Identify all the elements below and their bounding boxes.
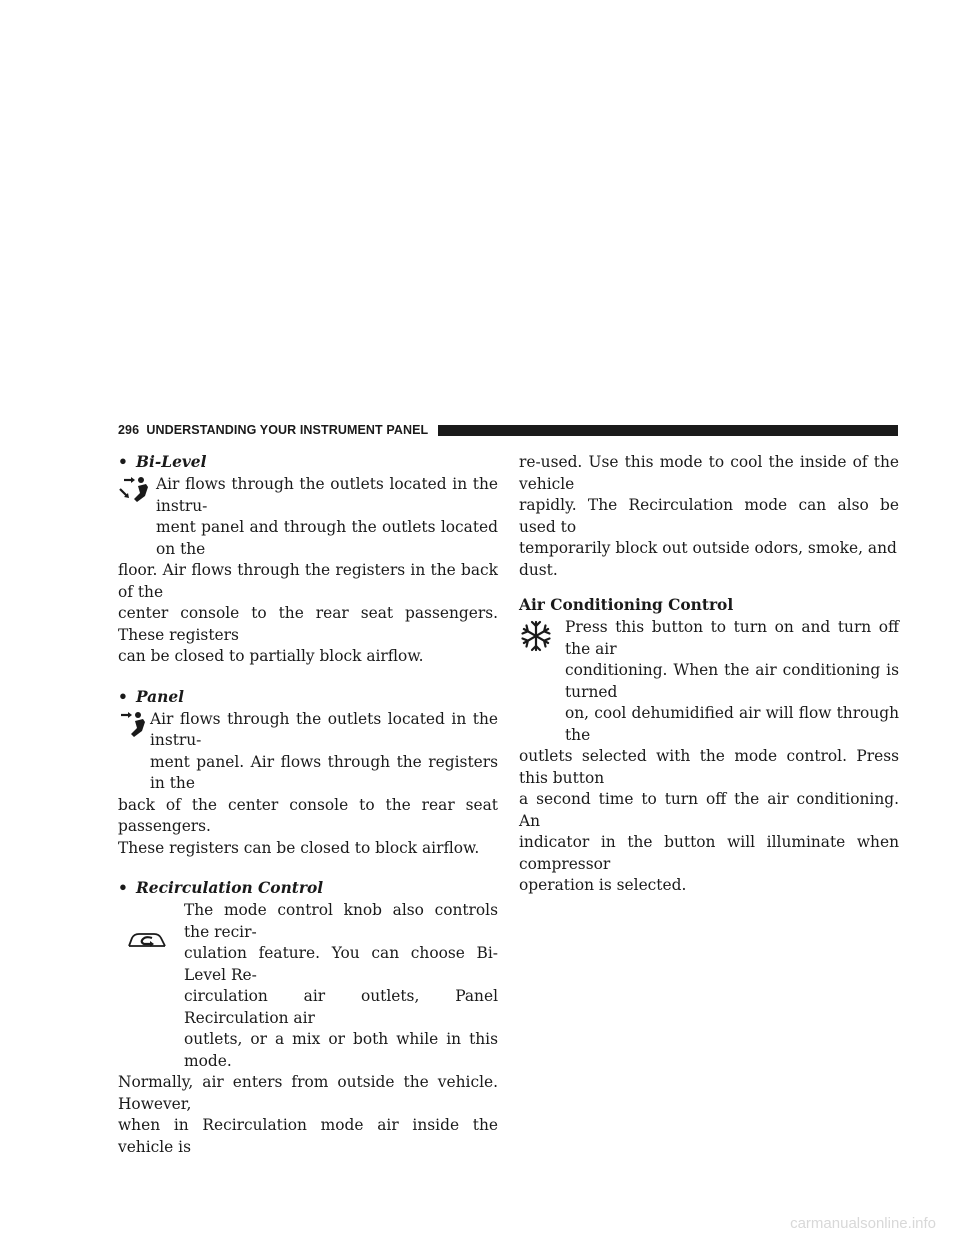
- page-header: [118, 424, 898, 438]
- panel-line-3: back of the center console to the rear seat passengers.: [118, 795, 498, 835]
- ac-indented-line-3: on, cool dehumidified air will flow through the: [565, 704, 899, 744]
- ac-line-5: a second time to turn off the air conditioning. An: [519, 790, 899, 830]
- panel-icon-row: [118, 709, 498, 795]
- bilevel-section: [118, 452, 498, 668]
- bilevel-indented-line-2: ment panel and through the outlets located on the: [156, 518, 498, 558]
- watermark: carmanualsonline.info: [790, 1215, 936, 1232]
- ac-line-7: operation is selected.: [519, 876, 687, 894]
- panel-section: [118, 687, 498, 860]
- bilevel-line-4: center console to the rear seat passengers. These registers: [118, 604, 498, 644]
- panel-indented-line-1: Air flows through the outlets located in the instru-: [150, 709, 498, 749]
- left-column: [118, 452, 498, 1158]
- recirculation-icon-row: [118, 900, 498, 1072]
- right-column: [519, 452, 899, 897]
- recirculation-indented-line-2: culation feature. You can choose Bi-Level Re-: [184, 944, 498, 984]
- bullet: •: [118, 687, 128, 706]
- bilevel-icon-row: [118, 474, 498, 560]
- recirculation-icon: [126, 928, 168, 952]
- panel-indented-line-2: ment panel. Air flows through the registers in the: [150, 752, 498, 792]
- ac-line-4: outlets selected with the mode control. Press this button: [519, 747, 899, 787]
- bullet: •: [118, 879, 128, 897]
- continuation-line-3: temporarily block out outside odors, smoke, and dust.: [519, 539, 897, 579]
- ac-section: [519, 617, 899, 897]
- ac-indented-line-2: conditioning. When the air conditioning is turned: [565, 661, 899, 701]
- recirculation-line-5: Normally, air enters from outside the vehicle. However,: [118, 1073, 498, 1113]
- snowflake-icon: [519, 619, 553, 653]
- recirculation-indented-line-1: The mode control knob also controls the recir-: [184, 901, 498, 941]
- page-number: 296: [118, 423, 140, 437]
- section-title: UNDERSTANDING YOUR INSTRUMENT PANEL: [146, 423, 429, 437]
- header-text: [118, 423, 428, 437]
- bilevel-mode-icon: [118, 476, 152, 504]
- panel-mode-icon: [118, 711, 148, 739]
- recirculation-continuation: [519, 452, 899, 581]
- spacer: [118, 859, 498, 878]
- ac-icon-row: [519, 617, 899, 746]
- recirculation-indented-line-3: circulation air outlets, Panel Recirculation air: [184, 987, 498, 1027]
- bilevel-indented-line-1: Air flows through the outlets located in the instru-: [156, 475, 498, 515]
- recirculation-section: [118, 878, 498, 1158]
- continuation-line-2: rapidly. The Recirculation mode can also be used to: [519, 496, 899, 536]
- ac-section-title: Air Conditioning Control: [519, 596, 734, 614]
- bilevel-title: • Bi-Level: [118, 452, 498, 474]
- bilevel-line-3: floor. Air flows through the registers in the back of the: [118, 561, 498, 601]
- spacer: [118, 668, 498, 687]
- bilevel-line-5: can be closed to partially block airflow.: [118, 647, 424, 665]
- panel-line-4: These registers can be closed to block airflow.: [118, 838, 480, 857]
- recirculation-title: • Recirculation Control: [118, 878, 498, 900]
- ac-indented-line-1: Press this button to turn on and turn off the air: [565, 618, 899, 658]
- header-rule: [438, 425, 898, 436]
- panel-title: • Panel: [118, 687, 498, 709]
- bullet: •: [118, 453, 128, 471]
- recirculation-line-6: when in Recirculation mode air inside the vehicle is: [118, 1116, 498, 1156]
- ac-line-6: indicator in the button will illuminate when compressor: [519, 833, 899, 873]
- recirculation-indented-line-4: outlets, or a mix or both while in this mode.: [184, 1030, 498, 1070]
- continuation-line-1: re-used. Use this mode to cool the inside of the vehicle: [519, 453, 899, 493]
